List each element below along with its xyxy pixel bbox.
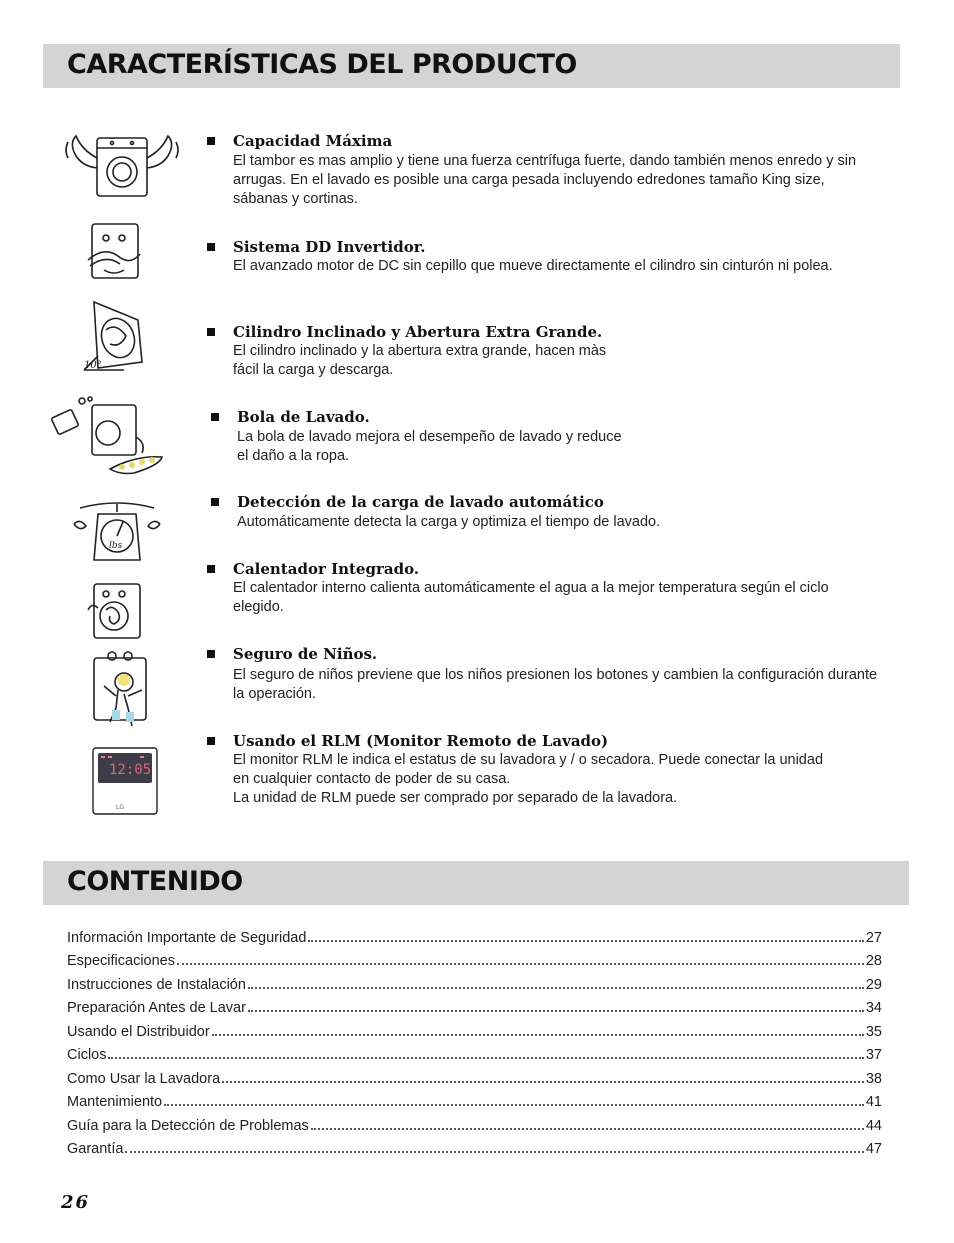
contents-header-bar (43, 861, 909, 905)
dot-leader (212, 1034, 864, 1036)
bullet-icon (207, 328, 215, 336)
motor-washer-icon (84, 220, 144, 280)
toc-page: 34 (865, 1000, 882, 1016)
toc-entry[interactable] (67, 1114, 882, 1134)
toc-page: 28 (865, 953, 882, 969)
description-line: el daño a la ropa. (237, 448, 350, 464)
toc-entry[interactable] (67, 1043, 882, 1063)
dot-leader (164, 1104, 864, 1106)
toc-label: Información Importante de Seguridad (67, 930, 307, 946)
feature-title: Calentador Integrado. (233, 560, 420, 578)
tilted-drum-icon (80, 300, 152, 374)
child-lock-icon (88, 650, 152, 730)
toc-page: 35 (865, 1024, 882, 1040)
dot-leader (222, 1081, 864, 1083)
toc-page: 37 (865, 1047, 882, 1063)
toc-label: Guía para la Detección de Problemas (67, 1118, 309, 1134)
feature-title: Detección de la carga de lavado automático (237, 493, 604, 511)
toc-label: Usando el Distribuidor (67, 1024, 210, 1040)
toc-page: 41 (865, 1094, 882, 1110)
bullet-icon (207, 565, 215, 573)
feature-description (237, 428, 887, 466)
bullet-icon (207, 243, 215, 251)
contents-title: CONTENIDO (67, 866, 243, 897)
description-line: El monitor RLM le indica el estatus de su lavadora y / o secadora. Puede conectar la unidad (233, 752, 824, 768)
toc-page: 38 (865, 1071, 882, 1087)
toc-entry[interactable] (67, 973, 882, 993)
toc-label: Mantenimiento (67, 1094, 163, 1110)
toc-label: Ciclos (67, 1047, 107, 1063)
toc-label: Como Usar la Lavadora (67, 1071, 221, 1087)
page-title: CARACTERÍSTICAS DEL PRODUCTO (67, 49, 577, 80)
monitor-display-text: 12:05 (109, 762, 152, 778)
bullet-icon (211, 498, 219, 506)
dot-leader (248, 987, 864, 989)
feature-description: El calentador interno calienta automáticamente el agua a la mejor temperatura según el ciclo elegido. (233, 580, 829, 615)
toc-entry[interactable] (67, 1020, 882, 1040)
toc-page: 29 (865, 977, 882, 993)
feature-description: Automáticamente detecta la carga y optimiza el tiempo de lavado. (237, 514, 661, 530)
feature-title: Capacidad Máxima (233, 132, 393, 150)
bullet-icon (207, 137, 215, 145)
toc-page: 44 (865, 1118, 882, 1134)
description-line: en cualquier contacto de poder de su casa. (233, 771, 511, 787)
toc-label: Especificaciones (67, 953, 175, 969)
feature-title: Usando el RLM (Monitor Remoto de Lavado) (233, 732, 609, 750)
scale-icon (70, 500, 164, 564)
feature-title: Sistema DD Invertidor. (233, 238, 426, 256)
toc-label: Preparación Antes de Lavar (67, 1000, 246, 1016)
toc-page: 47 (865, 1141, 882, 1157)
remote-monitor-icon (92, 747, 158, 815)
feature-title: Cilindro Inclinado y Abertura Extra Grande. (233, 323, 603, 341)
features-header-bar (43, 44, 900, 88)
toc-entry[interactable] (67, 996, 882, 1016)
description-line: La bola de lavado mejora el desempeño de lavado y reduce (237, 429, 622, 445)
brand-logo: LG (116, 804, 124, 811)
toc-entry[interactable] (67, 926, 882, 946)
description-line: fácil la carga y descarga. (233, 362, 394, 378)
page-number: 26 (61, 1192, 91, 1213)
toc-page: 27 (865, 930, 882, 946)
dot-leader (177, 963, 864, 965)
feature-description (233, 342, 883, 380)
feature-description (233, 751, 913, 808)
dot-leader (125, 1151, 863, 1153)
strong-washer-icon (62, 128, 184, 200)
toc-entry[interactable] (67, 1090, 882, 1110)
description-line: La unidad de RLM puede ser comprado por separado de la lavadora. (233, 790, 678, 806)
toc-label: Instrucciones de Instalación (67, 977, 246, 993)
angle-label: 10° (84, 360, 102, 371)
bullet-icon (207, 737, 215, 745)
toc-entry[interactable] (67, 1067, 882, 1087)
dot-leader (308, 940, 863, 942)
bullet-icon (211, 413, 219, 421)
dot-leader (108, 1057, 863, 1059)
feature-title: Bola de Lavado. (237, 408, 370, 426)
feature-title: Seguro de Niños. (233, 645, 378, 663)
bullet-icon (207, 650, 215, 658)
toc-entry[interactable] (67, 1137, 882, 1157)
toc-label: Garantía (67, 1141, 124, 1157)
feature-description: El seguro de niños previene que los niños presionen los botones y cambien la configuración durante la operación. (233, 667, 878, 702)
toc-entry[interactable] (67, 949, 882, 969)
heater-washer-icon (84, 580, 144, 640)
feature-description: El avanzado motor de DC sin cepillo que mueve directamente el cilindro sin cinturón ni polea. (233, 258, 833, 274)
description-line: El cilindro inclinado y la abertura extra grande, hacen màs (233, 343, 607, 359)
feature-description: El tambor es mas amplio y tiene una fuerza centrífuga fuerte, dando también menos enredo y sin arrugas. En el lavado es posible una carga pesada incluyendo edredones tamaño King size, sábanas y cortinas. (233, 153, 857, 207)
wash-ball-icon (50, 395, 166, 475)
dot-leader (311, 1128, 864, 1130)
scale-unit-label: lbs (109, 541, 123, 551)
dot-leader (248, 1010, 864, 1012)
